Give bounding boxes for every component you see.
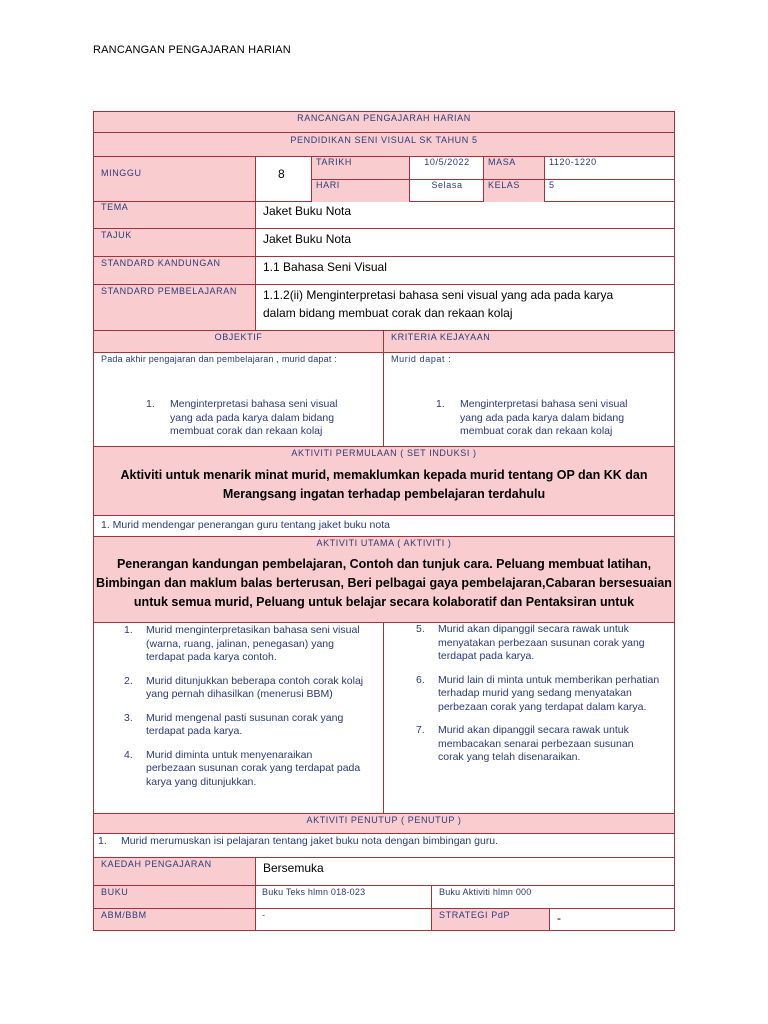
activity-item-number: 7. [416, 724, 425, 736]
strategi-label: STRATEGI PdP [439, 910, 511, 920]
standard-kandungan-value: 1.1 Bahasa Seni Visual [263, 260, 387, 274]
standard-pembelajaran-row [94, 285, 674, 331]
utama-header: AKTIVITI UTAMA ( AKTIVITI ) [316, 538, 452, 548]
utama-line1: Penerangan kandungan pembelajaran, Contoh dan tunjuk cara. Peluang membuat latihan, [116, 557, 652, 571]
kaedah-label: KAEDAH PENGAJARAN [101, 859, 212, 869]
header-row-1 [94, 112, 674, 133]
strategi-value: - [557, 911, 561, 925]
activity-item-text: Murid ditunjukkan beberapa contoh corak kolaj yang pernah dihasilkan (menerusi BBM) [146, 674, 364, 700]
kelas-value: 5 [549, 180, 555, 190]
subject-header: PENDIDIKAN SENI VISUAL SK TAHUN 5 [290, 135, 478, 145]
activity-item [406, 623, 661, 664]
masa-value: 1120-1220 [549, 157, 597, 167]
penutup-item: Murid merumuskan isi pelajaran tentang jaket buku nota dengan bimbingan guru. [121, 835, 499, 847]
objektif-item-text: Menginterpretasi bahasa seni visual yang ada pada karya dalam bidang membuat corak dan rekaan kolaj [170, 398, 338, 437]
activity-item-number: 5. [416, 623, 425, 635]
permulaan-item-row [94, 516, 674, 537]
penutup-header: AKTIVITI PENUTUP ( PENUTUP ) [306, 815, 462, 825]
header-row-2 [94, 133, 674, 157]
penutup-header-row [94, 814, 674, 834]
minggu-value: 8 [278, 167, 285, 181]
activity-item-text: Murid lain di minta untuk memberikan perhatian terhadap murid yang sedang menyatakan perbezaan corak yang terdapat dalam karya. [438, 673, 660, 713]
activity-item [114, 712, 364, 739]
permulaan-header: AKTIVITI PERMULAAN ( SET INDUKSI ) [291, 448, 477, 458]
standard-pembelajaran-line2: dalam bidang membuat corak dan rekaan kolaj [263, 306, 513, 320]
objektif-body-row [94, 353, 674, 447]
kaedah-value: Bersemuka [263, 861, 324, 875]
minggu-label: MINGGU [101, 168, 142, 178]
tema-value: Jaket Buku Nota [263, 204, 352, 218]
kriteria-header: KRITERIA KEJAYAAN [391, 332, 491, 342]
activity-item-text: Murid menginterpretasikan bahasa seni visual (warna, ruang, jalinan, penegasan) yang terdapat pada karya contoh. [146, 624, 360, 663]
activity-item-number: 4. [124, 748, 133, 761]
utama-header-row [94, 537, 674, 623]
tarikh-value: 10/5/2022 [424, 157, 470, 167]
buku-row [94, 886, 674, 909]
permulaan-line2: Merangsang ingatan terhadap pembelajaran terdahulu [222, 487, 546, 501]
activity-item-text: Murid akan dipanggil secara rawak untuk menyatakan perbezaan susunan corak yang terdapat pada karya. [438, 623, 645, 662]
kriteria-item-text: Menginterpretasi bahasa seni visual yang ada pada karya dalam bidang membuat corak dan rekaan kolaj [460, 398, 628, 437]
penutup-item-number: 1. [98, 835, 107, 847]
activity-item [406, 674, 661, 715]
activity-item-number: 2. [124, 674, 133, 687]
standard-pembelajaran-label: STANDARD PEMBELAJARAN [101, 286, 237, 296]
tema-label: TEMA [101, 202, 129, 212]
kriteria-item-number: 1. [436, 398, 445, 410]
utama-left-list [114, 624, 364, 799]
kriteria-intro: Murid dapat : [391, 354, 452, 364]
activity-item [114, 675, 364, 702]
permulaan-item: 1. Murid mendengar penerangan guru tentang jaket buku nota [101, 519, 390, 531]
minggu-label-cell [94, 157, 256, 201]
tema-row [94, 202, 674, 229]
utama-line3: untuk semua murid, Peluang untuk belajar secara kolaboratif dan Pentaksiran untuk [133, 595, 635, 609]
permulaan-header-row [94, 447, 674, 516]
permulaan-line1: Aktiviti untuk menarik minat murid, memaklumkan kepada murid tentang OP dan KK dan [120, 468, 648, 482]
tajuk-label: TAJUK [101, 230, 132, 240]
activity-item-text: Murid mengenal pasti susunan corak yang terdapat pada karya. [146, 711, 344, 737]
objektif-item [146, 398, 356, 439]
plan-header: RANCANGAN PENGAJARAH HARIAN [297, 113, 471, 123]
document-title: RANCANGAN PENGAJARAN HARIAN [93, 44, 291, 56]
lesson-plan-table [93, 111, 675, 931]
activity-item-number: 6. [416, 673, 425, 686]
tajuk-value: Jaket Buku Nota [263, 232, 352, 246]
activity-item [406, 724, 661, 765]
utama-right-list [406, 623, 661, 775]
objektif-header: OBJEKTIF [214, 332, 263, 342]
hari-label: HARI [316, 180, 340, 190]
standard-kandungan-label: STANDARD KANDUNGAN [101, 258, 221, 268]
activity-item-text: Murid diminta untuk menyenaraikan perbezaan susunan corak yang terdapat pada karya yang ditunjukkan. [146, 748, 361, 788]
abm-value: - [262, 910, 266, 920]
utama-body-row [94, 623, 674, 814]
activity-item-number: 1. [124, 624, 133, 636]
buku-label: BUKU [101, 887, 129, 897]
tajuk-row [94, 229, 674, 257]
minggu-value-cell [256, 157, 312, 201]
activity-item-number: 3. [124, 711, 133, 724]
buku-aktiviti: Buku Aktiviti hlmn 000 [439, 887, 532, 897]
objektif-intro: Pada akhir pengajaran dan pembelajaran , murid dapat : [101, 354, 337, 364]
objektif-item-number: 1. [146, 398, 155, 410]
info-row [94, 157, 674, 202]
info-grid [312, 157, 674, 201]
standard-pembelajaran-line1: 1.1.2(ii) Menginterpretasi bahasa seni visual yang ada pada karya [263, 288, 614, 302]
kriteria-item [436, 398, 646, 439]
abm-label: ABM/BBM [101, 910, 147, 920]
penutup-item-row [94, 834, 674, 858]
activity-item [114, 749, 364, 790]
standard-kandungan-row [94, 257, 674, 285]
abm-row [94, 909, 674, 930]
hari-value: Selasa [431, 180, 463, 190]
utama-line2: Bimbingan dan maklum balas berterusan, Beri pelbagai gaya pembelajaran,Cabaran bersesuaian [96, 576, 672, 590]
tarikh-label: TARIKH [316, 157, 352, 167]
kelas-label: KELAS [488, 180, 521, 190]
masa-label: MASA [488, 157, 516, 167]
activity-item-text: Murid akan dipanggil secara rawak untuk membacakan senarai perbezaan susunan corak yang telah disenaraikan. [438, 724, 634, 763]
kaedah-row [94, 858, 674, 886]
objektif-header-row [94, 331, 674, 353]
buku-teks: Buku Teks hlmn 018-023 [262, 887, 366, 897]
activity-item [114, 624, 364, 665]
